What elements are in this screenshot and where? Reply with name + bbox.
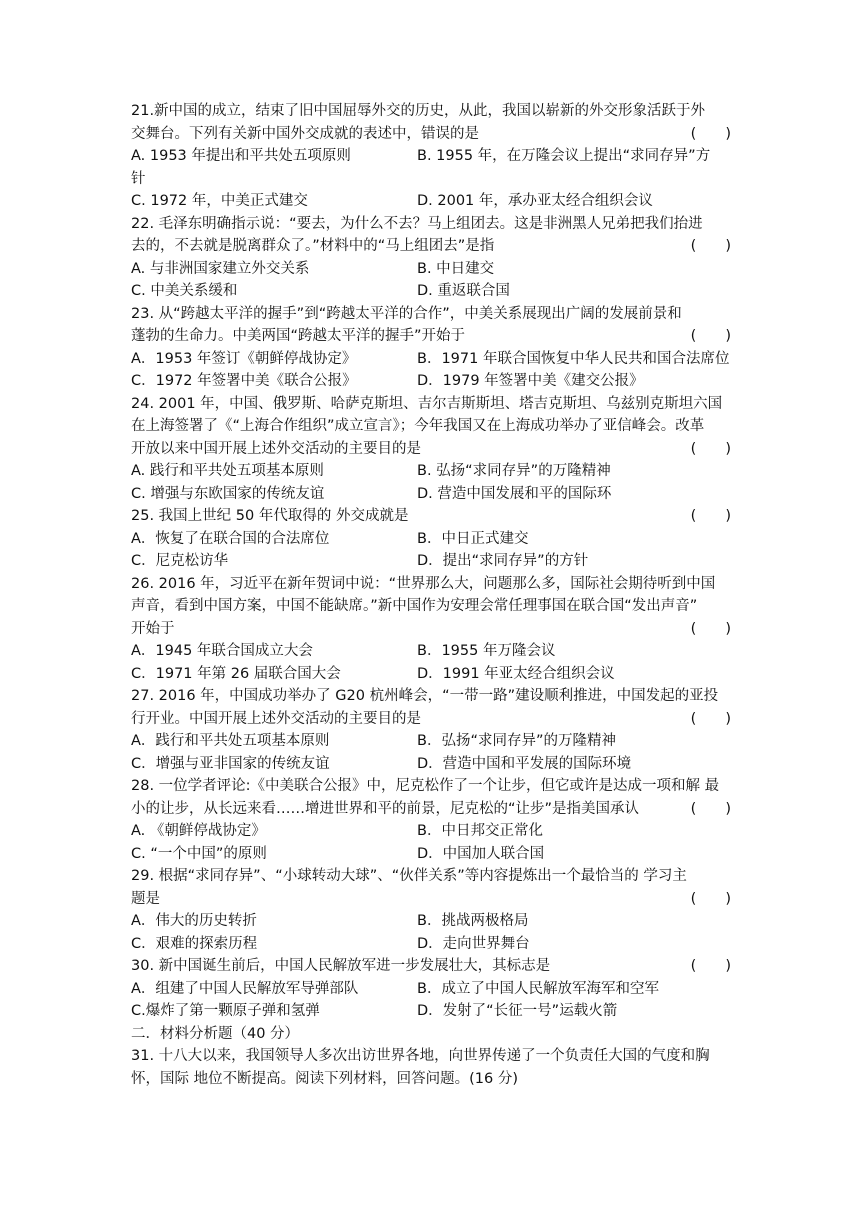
options-row	[131, 460, 731, 483]
question-stem-line	[131, 775, 731, 798]
options-row	[131, 190, 731, 213]
question-31-text: 怀，国际 地位不断提高。阅读下列材料，回答问题。(16 分)	[131, 1070, 518, 1087]
question-31-line	[131, 1068, 731, 1091]
option-left: A．1945 年联合国成立大会	[131, 643, 313, 659]
option-left: C. 1972 年，中美正式建交	[131, 193, 308, 209]
option-right: D．1991 年亚太经合组织会议	[417, 665, 615, 682]
options-row	[131, 280, 731, 303]
option-left: C．艰难的探索历程	[131, 935, 258, 952]
option-left: C．1972 年签署中美《联合公报》	[131, 373, 357, 389]
question-stem-line	[131, 123, 731, 146]
options-row	[131, 843, 731, 866]
answer-parentheses: ( )	[690, 125, 731, 142]
option-left: C．1971 年第 26 届联合国大会	[131, 665, 341, 682]
question-stem-line	[131, 505, 731, 528]
answer-parentheses: ( )	[690, 238, 731, 254]
option-left: C．增强与亚非国家的传统友谊	[131, 755, 330, 772]
question-27	[131, 685, 731, 775]
option-right: B. 1955 年，在万隆会议上提出“求同存异”方	[417, 148, 711, 164]
option-left: A．恢复了在联合国的合法席位	[131, 530, 330, 547]
question-29	[131, 865, 731, 955]
question-stem-line	[131, 415, 731, 438]
option-right: D．营造中国和平发展的国际环境	[417, 755, 632, 772]
question-stem-line	[131, 213, 731, 236]
question-31-text: 31. 十八大以来，我国领导人多次出访世界各地，向世界传递了一个负责任大国的气度和胸	[131, 1048, 710, 1064]
question-stem-text: 26. 2016 年，习近平在新年贺词中说：“世界那么大，问题那么多，国际社会期待听到中国	[131, 575, 716, 592]
section-heading-text: 二．材料分析题（40 分）	[131, 1025, 300, 1042]
question-28	[131, 775, 731, 865]
option-right: D．中国加人联合国	[417, 845, 545, 862]
question-25	[131, 505, 731, 573]
option-left: 针	[131, 170, 146, 187]
question-22	[131, 213, 731, 303]
question-stem-line	[131, 595, 731, 618]
option-right: D．发射了“长征一号”运载火箭	[417, 1003, 618, 1019]
question-stem-text: 小的让步，从长远来看……增进世界和平的前景，尼克松的“让步”是指美国承认	[131, 800, 640, 817]
options-row	[131, 550, 731, 573]
options-row	[131, 258, 731, 281]
question-stem-text: 24. 2001 年，中国、俄罗斯、哈萨克斯坦、吉尔吉斯斯坦、塔吉克斯坦、乌兹别克斯坦六国	[131, 395, 723, 412]
question-stem-text: 在上海签署了《“上海合作组织”成立宣言》；今年我国又在上海成功举办了亚信峰会。改革	[131, 418, 705, 434]
options-row	[131, 933, 731, 956]
option-right: D．1979 年签署中美《建交公报》	[417, 373, 644, 389]
question-stem-text: 25. 我国上世纪 50 年代取得的 外交成就是	[131, 508, 409, 524]
options-row	[131, 528, 731, 551]
options-row	[131, 820, 731, 843]
answer-parentheses: ( )	[690, 328, 731, 344]
options-row	[131, 910, 731, 933]
question-stem-text: 27. 2016 年，中国成功举办了 G20 杭州峰会，“一带一路”建设顺利推进，中国发起的亚投	[131, 688, 719, 704]
question-26	[131, 573, 731, 686]
question-stem-line	[131, 393, 731, 416]
options-row	[131, 640, 731, 663]
question-stem-line	[131, 708, 731, 731]
option-left: A. 1953 年提出和平共处五项原则	[131, 148, 351, 164]
question-stem-text: 交舞台。下列有关新中国外交成就的表述中，错误的是	[131, 125, 479, 142]
section-heading	[131, 1023, 731, 1046]
option-left: A. 《朝鲜停战协定》	[131, 823, 266, 839]
question-stem-text: 题是	[131, 890, 160, 907]
question-stem-line	[131, 303, 731, 326]
question-stem-line	[131, 798, 731, 821]
question-stem-line	[131, 955, 731, 978]
question-stem-text: 去的，不去就是脱离群众了。”材料中的“马上组团去”是指	[131, 238, 495, 254]
option-left: A．组建了中国人民解放军导弹部队	[131, 980, 359, 997]
question-stem-text: 28. 一位学者评论:《中美联合公报》中，尼克松作了一个让步，但它或许是达成一项和解 最	[131, 778, 720, 794]
option-right: B．中日正式建交	[417, 530, 529, 547]
question-stem-text: 开始于	[131, 620, 175, 637]
option-right: B．弘扬“求同存异”的万隆精神	[417, 733, 616, 749]
question-30	[131, 955, 731, 1023]
option-left: A. 与非洲国家建立外交关系	[131, 260, 310, 277]
question-stem-line	[131, 235, 731, 258]
option-left: C.爆炸了第一颗原子弹和氢弹	[131, 1003, 320, 1019]
question-23	[131, 303, 731, 393]
question-21	[131, 100, 731, 213]
question-stem-text: 23. 从“跨越太平洋的握手”到“跨越太平洋的合作”，中美关系展现出广阔的发展前景和	[131, 305, 682, 322]
question-stem-text: 行开业。中国开展上述外交活动的主要目的是	[131, 710, 421, 727]
option-right: B．成立了中国人民解放军海军和空军	[417, 980, 659, 997]
question-stem-line	[131, 888, 731, 911]
option-right: D. 重返联合国	[417, 283, 510, 299]
answer-parentheses: ( )	[690, 710, 731, 727]
question-stem-line	[131, 618, 731, 641]
option-right: B. 中日建交	[417, 260, 495, 277]
option-right: D．提出“求同存异”的方针	[417, 553, 589, 569]
answer-parentheses: ( )	[690, 440, 731, 457]
option-left: A．伟大的历史转折	[131, 913, 257, 929]
question-stem-line	[131, 573, 731, 596]
section-material-analysis	[131, 1023, 731, 1091]
question-stem-line	[131, 685, 731, 708]
option-right: B．挑战两极格局	[417, 913, 529, 929]
question-stem-text: 30. 新中国诞生前后，中国人民解放军进一步发展壮大，其标志是	[131, 958, 551, 974]
options-row	[131, 663, 731, 686]
option-right: D．走向世界舞台	[417, 935, 530, 952]
options-row	[131, 753, 731, 776]
answer-parentheses: ( )	[690, 958, 731, 974]
question-stem-line	[131, 438, 731, 461]
option-right: B．中日邦交正常化	[417, 823, 543, 839]
question-31-line	[131, 1045, 731, 1068]
question-stem-text: 22. 毛泽东明确指示说：“要去，为什么不去？马上组团去。这是非洲黑人兄弟把我们抬进	[131, 215, 703, 232]
option-left: C．尼克松访华	[131, 553, 229, 569]
answer-parentheses: ( )	[690, 800, 731, 817]
question-24	[131, 393, 731, 506]
option-left: A．1953 年签订《朝鲜停战协定》	[131, 350, 357, 367]
options-row	[131, 1000, 731, 1023]
question-stem-line	[131, 325, 731, 348]
question-stem-line	[131, 865, 731, 888]
answer-parentheses: ( )	[690, 508, 731, 524]
option-left: A. 践行和平共处五项基本原则	[131, 463, 324, 479]
option-left: C. “一个中国”的原则	[131, 845, 267, 862]
options-row	[131, 730, 731, 753]
question-stem-text: 21.新中国的成立，结束了旧中国屈辱外交的历史，从此，我国以崭新的外交形象活跃于外	[131, 103, 706, 119]
option-right: D. 营造中国发展和平的国际环	[417, 485, 612, 502]
options-row	[131, 168, 731, 191]
question-stem-text: 开放以来中国开展上述外交活动的主要目的是	[131, 440, 421, 457]
options-row	[131, 370, 731, 393]
options-row	[131, 978, 731, 1001]
question-stem-text: 蓬勃的生命力。中美两国“跨越太平洋的握手”开始于	[131, 328, 466, 344]
option-left: C. 增强与东欧国家的传统友谊	[131, 485, 325, 502]
options-row	[131, 145, 731, 168]
option-right: D. 2001 年，承办亚太经合组织会议	[417, 193, 653, 209]
question-stem-text: 29. 根据“求同存异”、“小球转动大球”、“伙伴关系”等内容提炼出一个最恰当的 学习主	[131, 868, 687, 884]
option-right: B. 弘扬“求同存异”的万隆精神	[417, 463, 611, 479]
question-stem-line	[131, 100, 731, 123]
options-row	[131, 348, 731, 371]
option-left: C. 中美关系缓和	[131, 283, 238, 299]
answer-parentheses: ( )	[690, 620, 731, 637]
question-stem-text: 声音，看到中国方案，中国不能缺席。”新中国作为安理会常任理事国在联合国“发出声音”	[131, 598, 698, 614]
option-right: B．1955 年万隆会议	[417, 643, 556, 659]
answer-parentheses: ( )	[690, 890, 731, 907]
option-right: B．1971 年联合国恢复中华人民共和国合法席位	[417, 350, 730, 367]
exam-page	[131, 100, 731, 1090]
option-left: A．践行和平共处五项基本原则	[131, 733, 330, 749]
options-row	[131, 483, 731, 506]
